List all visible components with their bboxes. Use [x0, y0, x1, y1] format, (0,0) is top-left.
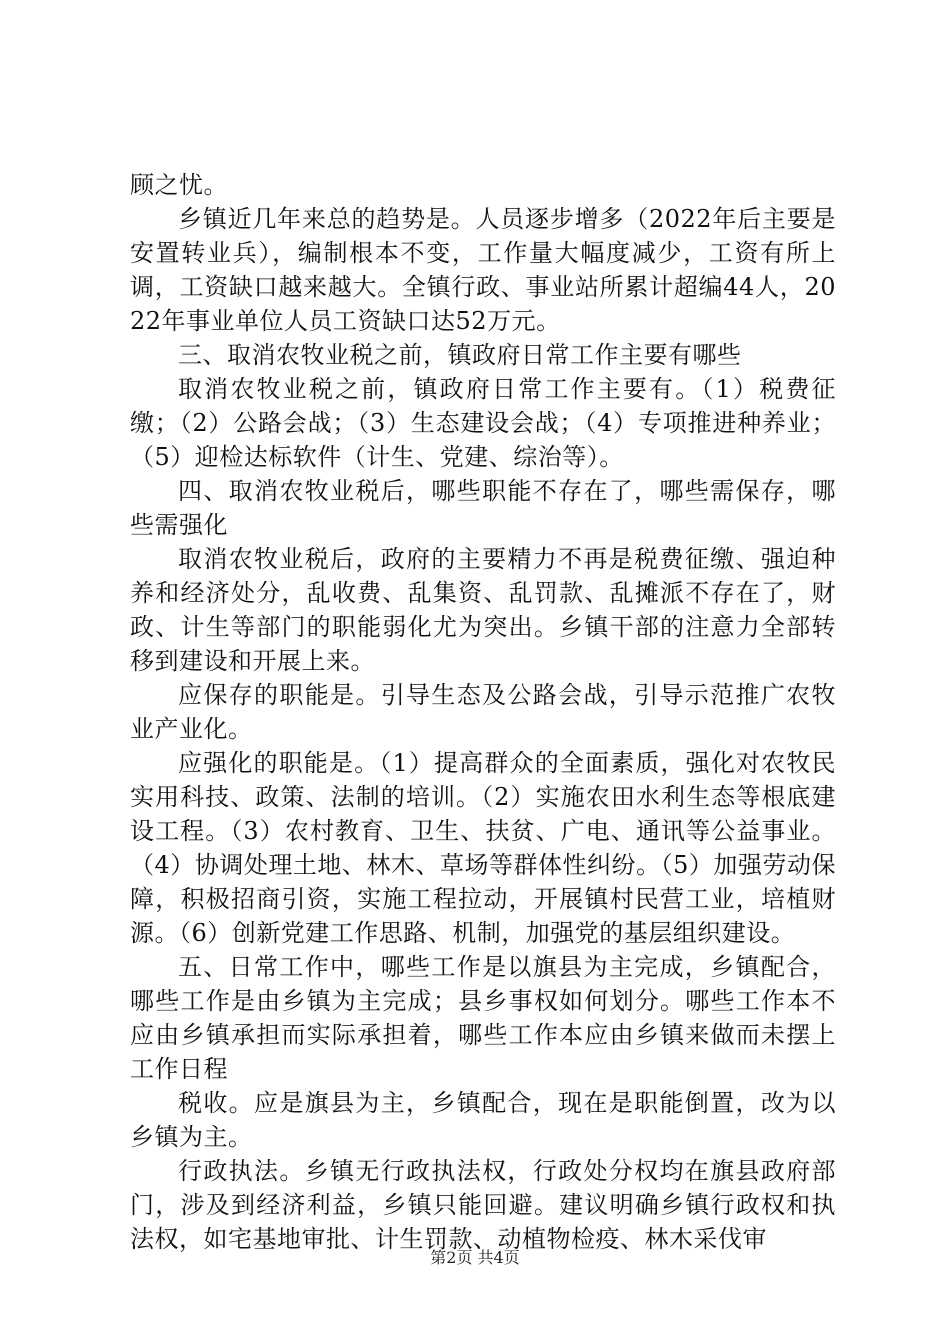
page-number: 第2页 共4页	[430, 1248, 520, 1267]
document-body	[130, 168, 836, 1256]
paragraph-staffing-trend: 乡镇近几年来总的趋势是。人员逐步增多（2022年后主要是安置转业兵），编制根本不变，工作量大幅度减少，工资有所上调，工资缺口越来越大。全镇行政、事业站所累计超编44人，2022年事业单位人员工资缺口达52万元。	[130, 205, 836, 335]
paragraph-strengthened-functions: 应强化的职能是。（1）提高群众的全面素质，强化对农牧民实用科技、政策、法制的培训。（2）实施农田水利生态等根底建设工程。（3）农村教育、卫生、扶贫、广电、通讯等公益事业。（4）协调处理土地、林木、草场等群体性纠纷。（5）加强劳动保障，积极招商引资，实施工程拉动，开展镇村民营工业，培植财源。（6）创新党建工作思路、机制，加强党的基层组织建设。	[130, 749, 836, 947]
section-heading-3: 三、取消农牧业税之前，镇政府日常工作主要有哪些	[178, 341, 742, 369]
paragraph-law-enforcement: 行政执法。乡镇无行政执法权，行政处分权均在旗县政府部门，涉及到经济利益，乡镇只能回避。建议明确乡镇行政权和执法权，如宅基地审批、计生罚款、动植物检疫、林木采伐审	[130, 1157, 836, 1253]
paragraph-post-tax-changes: 取消农牧业税后，政府的主要精力不再是税费征缴、强迫种养和经济处分，乱收费、乱集资、乱罚款、乱摊派不存在了，财政、计生等部门的职能弱化尤为突出。乡镇干部的注意力全部转移到建设和开展上来。	[130, 545, 836, 675]
paragraph-taxation: 税收。应是旗县为主，乡镇配合，现在是职能倒置，改为以乡镇为主。	[130, 1089, 836, 1151]
paragraph-continuation: 顾之忧。	[130, 171, 228, 199]
page-footer	[0, 1247, 950, 1269]
paragraph-retained-functions: 应保存的职能是。引导生态及公路会战，引导示范推广农牧业产业化。	[130, 681, 836, 743]
paragraph-pre-tax-duties: 取消农牧业税之前，镇政府日常工作主要有。（1）税费征缴；（2）公路会战；（3）生态建设会战；（4）专项推进种养业；（5）迎检达标软件（计生、党建、综治等）。	[130, 375, 836, 471]
section-heading-5: 五、日常工作中，哪些工作是以旗县为主完成，乡镇配合，哪些工作是由乡镇为主完成；县乡事权如何划分。哪些工作本不应由乡镇承担而实际承担着，哪些工作本应由乡镇来做而未摆上工作日程	[130, 953, 836, 1083]
section-heading-4: 四、取消农牧业税后，哪些职能不存在了，哪些需保存，哪些需强化	[130, 477, 836, 539]
